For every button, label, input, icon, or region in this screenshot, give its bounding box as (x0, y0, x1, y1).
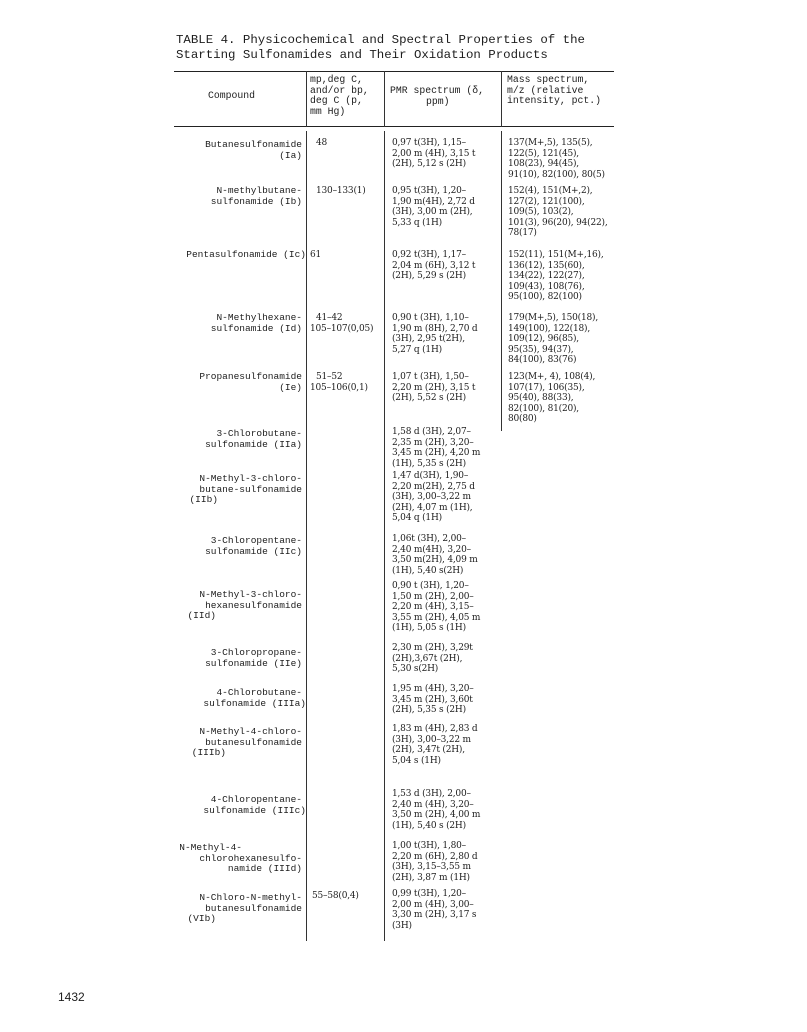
compound-cell: 3-Chloropropane- sulfonamide (IIe) (205, 647, 302, 669)
column-divider (384, 71, 385, 127)
mass-cell: 137(M+,5), 135(5), 122(5), 121(45), 108(23), 94(45), 91(10), 82(100), 80(5) (508, 138, 605, 180)
pmr-cell: 0,95 t(3H), 1,20– 1,90 m(4H), 2,72 d (3H), 3,00 m (2H), 5,33 q (1H) (392, 186, 475, 228)
mp-cell: 55–58(0,4) (312, 891, 359, 901)
compound-cell: 4-Chlorobutane- sulfonamide (IIIa) (203, 687, 306, 709)
column-divider (501, 71, 502, 127)
pmr-cell: 0,90 t (3H), 1,20– 1,50 m (2H), 2,00– 2,20 m (4H), 3,15– 3,55 m (2H), 4,05 m (1H), 5,05 s (1H) (392, 581, 481, 634)
compound-cell: N-Methyl-3-chloro- hexanesulfonamide (IId) (187, 589, 302, 622)
pmr-cell: 0,99 t(3H), 1,20– 2,00 m (4H), 3,00– 3,30 m (2H), 3,17 s (3H) (392, 889, 477, 931)
pmr-cell: 1,53 d (3H), 2,00– 2,40 m (4H), 3,20– 3,50 m (2H), 4,00 m (1H), 5,40 s (2H) (392, 789, 481, 831)
column-divider (501, 131, 502, 431)
column-header-mp: mp,deg C, and/or bp, deg C (p, mm Hg) (310, 74, 369, 117)
column-header-pmr: PMR spectrum (δ, ppm) (390, 85, 485, 107)
pmr-cell: 2,30 m (2H), 3,29t (2H),3,67t (2H), 5,30 s(2H) (392, 643, 473, 675)
pmr-cell: 1,00 t(3H), 1,80– 2,20 m (6H), 2,80 d (3H), 3,15–3,55 m (2H), 3,87 m (1H) (392, 841, 478, 883)
header-bottom-rule (174, 126, 614, 127)
column-divider (384, 131, 385, 941)
compound-cell: 3-Chloropentane- sulfonamide (IIc) (205, 535, 302, 557)
compound-cell: N-Methyl-4- chlorohexanesulfo- namide (IIId) (179, 842, 302, 875)
page-number: 1432 (58, 990, 85, 1004)
compound-cell: 4-Chloropentane- sulfonamide (IIIc) (203, 794, 306, 816)
compound-cell: N-Chloro-N-methyl- butanesulfonamide (VIb) (187, 892, 302, 925)
mass-cell: 152(4), 151(M+,2), 127(2), 121(100), 109(5), 103(2), 101(3), 96(20), 94(22), 78(17) (508, 186, 608, 239)
compound-cell: Propanesulfonamide (Ie) (199, 371, 302, 393)
pmr-cell: 0,97 t(3H), 1,15– 2,00 m (4H), 3,15 t (2H), 5,12 s (2H) (392, 138, 476, 170)
compound-cell: N-Methyl-4-chloro- butanesulfonamide (IIIb) (191, 726, 302, 759)
column-header-mass: Mass spectrum, m/z (relative intensity, pct.) (507, 74, 602, 107)
compound-cell: Butanesulfonamide (Ia) (205, 139, 302, 161)
compound-cell: Pentasulfonamide (Ic) (186, 249, 306, 260)
table-caption (176, 33, 616, 62)
mass-cell: 152(11), 151(M+,16), 136(12), 135(60), 134(22), 122(27), 109(43), 108(76), 95(100), 82(100) (508, 250, 604, 303)
compound-cell: N-Methyl-3-chloro- butane-sulfonamide (IIb) (189, 473, 302, 506)
pmr-cell: 1,06t (3H), 2,00– 2,40 m(4H), 3,20– 3,50 m(2H), 4,09 m (1H), 5,40 s(2H) (392, 534, 478, 576)
mass-cell: 179(M+,5), 150(18), 149(100), 122(18), 109(12), 96(85), 95(35), 94(37), 84(100), 83(76) (508, 313, 598, 366)
mp-cell: 61 (310, 250, 322, 260)
pmr-cell: 1,07 t (3H), 1,50– 2,20 m (2H), 3,15 t (2H), 5,52 s (2H) (392, 372, 476, 404)
compound-cell: N-methylbutane- sulfonamide (Ib) (210, 185, 302, 207)
mp-cell: 48 (316, 138, 328, 148)
mass-cell: 123(M+, 4), 108(4), 107(17), 106(35), 95(40), 88(33), 82(100), 81(20), 80(80) (508, 372, 596, 425)
pmr-cell: 1,47 d(3H), 1,90– 2,20 m(2H), 2,75 d (3H), 3,00–3,22 m (2H), 4,07 m (1H), 5,04 q (1H) (392, 471, 475, 524)
compound-cell: 3-Chlorobutane- sulfonamide (IIa) (205, 428, 302, 450)
pmr-cell: 1,58 d (3H), 2,07– 2,35 m (2H), 3,20– 3,45 m (2H), 4,20 m (1H), 5,35 s (2H) (392, 427, 481, 469)
caption-line: Starting Sulfonamides and Their Oxidation Products (176, 47, 548, 62)
pmr-cell: 1,95 m (4H), 3,20– 3,45 m (2H), 3,60t (2H), 5,35 s (2H) (392, 684, 474, 716)
column-divider (306, 131, 307, 941)
mp-cell: 51–52 105–106(0,1) (310, 372, 368, 393)
table-top-rule (174, 71, 614, 72)
pmr-cell: 1,83 m (4H), 2,83 d (3H), 3,00–3,22 m (2H), 3,47t (2H), 5,04 s (1H) (392, 724, 478, 766)
mp-cell: 41–42 105–107(0,05) (310, 313, 374, 334)
pmr-cell: 0,92 t(3H), 1,17– 2,04 m (6H), 3,12 t (2H), 5,29 s (2H) (392, 250, 476, 282)
caption-line: TABLE 4. Physicochemical and Spectral Properties of the (176, 33, 585, 47)
mp-cell: 130–133(1) (316, 186, 366, 196)
compound-cell: N-Methylhexane- sulfonamide (Id) (210, 312, 302, 334)
column-divider (306, 71, 307, 127)
pmr-cell: 0,90 t (3H), 1,10– 1,90 m (8H), 2,70 d (3H), 2,95 t(2H), 5,27 q (1H) (392, 313, 478, 355)
column-header-compound: Compound (208, 90, 256, 101)
